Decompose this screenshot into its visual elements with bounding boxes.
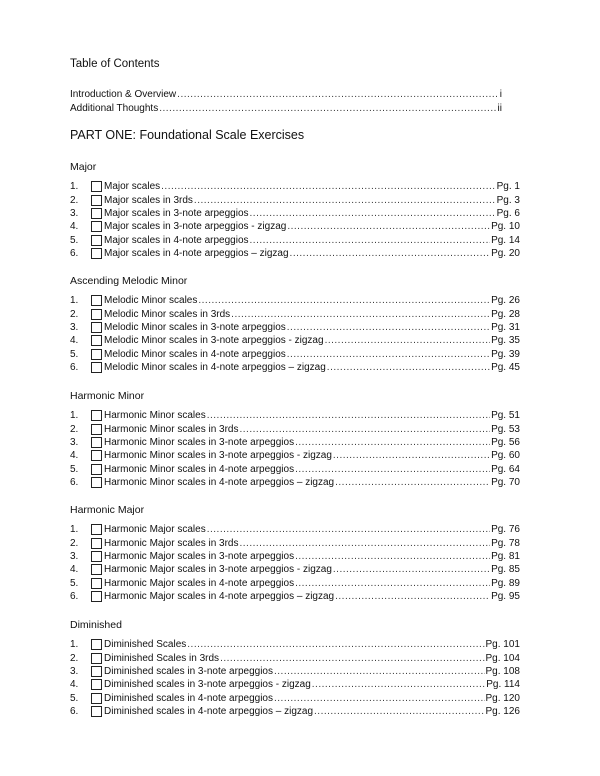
item-number: 3. — [70, 207, 79, 219]
item-label: Harmonic Major scales in 4-note arpeggios — [104, 577, 295, 589]
toc-item — [70, 334, 520, 347]
item-label: Major scales in 4-note arpeggios — [104, 234, 249, 246]
toc-item — [70, 193, 520, 206]
item-label: Diminished scales in 3-note arpeggios — [104, 665, 273, 677]
item-label: Harmonic Major scales in 4-note arpeggios – zigzag — [104, 591, 335, 603]
dot-leader — [231, 309, 490, 320]
toc-item — [70, 207, 520, 220]
toc-item — [70, 307, 520, 320]
item-number: 6. — [70, 248, 79, 260]
dot-leader — [220, 653, 484, 664]
checkbox[interactable] — [91, 309, 102, 320]
toc-item — [70, 550, 520, 563]
toc-item — [70, 536, 520, 549]
checkbox[interactable] — [91, 335, 102, 346]
checkbox[interactable] — [91, 248, 102, 259]
item-number: 1. — [70, 181, 79, 193]
toc-item — [70, 678, 520, 691]
dot-leader — [159, 102, 496, 116]
toc-entry-page: ii — [497, 102, 502, 114]
item-label: Harmonic Major scales in 3-note arpeggios — [104, 550, 295, 562]
item-number: 3. — [70, 665, 79, 677]
toc-item — [70, 436, 520, 449]
toc-title: Table of Contents — [70, 58, 160, 70]
item-label: Harmonic Minor scales in 3-note arpeggios - zigzag — [104, 450, 332, 462]
item-page: Pg. 76 — [491, 524, 520, 536]
dot-leader — [335, 591, 490, 602]
item-page: Pg. 26 — [491, 295, 520, 307]
item-page: Pg. 104 — [485, 652, 520, 664]
item-number: 2. — [70, 537, 79, 549]
toc-item — [70, 563, 520, 576]
dot-leader — [161, 181, 496, 192]
checkbox[interactable] — [91, 195, 102, 206]
toc-item — [70, 294, 520, 307]
item-number: 5. — [70, 577, 79, 589]
toc-item — [70, 409, 520, 422]
toc-section — [70, 274, 520, 374]
checkbox[interactable] — [91, 551, 102, 562]
item-page: Pg. 64 — [491, 463, 520, 475]
item-page: Pg. 10 — [491, 221, 520, 233]
item-label: Melodic Minor scales in 3-note arpeggios - zigzag — [104, 335, 324, 347]
checkbox[interactable] — [91, 295, 102, 306]
item-page: Pg. 120 — [485, 692, 520, 704]
checkbox[interactable] — [91, 424, 102, 435]
checkbox[interactable] — [91, 524, 102, 535]
dot-leader — [240, 538, 491, 549]
item-number: 1. — [70, 639, 79, 651]
item-number: 4. — [70, 679, 79, 691]
item-label: Major scales in 3-note arpeggios — [104, 207, 249, 219]
item-number: 6. — [70, 706, 79, 718]
item-page: Pg. 51 — [491, 410, 520, 422]
toc-section — [70, 389, 520, 489]
item-number: 2. — [70, 308, 79, 320]
dot-leader — [250, 208, 496, 219]
item-label: Harmonic Minor scales in 3rds — [104, 423, 239, 435]
item-number: 4. — [70, 335, 79, 347]
item-label: Harmonic Minor scales in 4-note arpeggios – zigzag — [104, 477, 335, 489]
item-page: Pg. 108 — [485, 665, 520, 677]
item-label: Diminished scales in 3-note arpeggios - zigzag — [104, 679, 311, 691]
dot-leader — [187, 639, 484, 650]
toc-item — [70, 463, 520, 476]
item-page: Pg. 35 — [491, 335, 520, 347]
item-page: Pg. 6 — [496, 207, 520, 219]
item-page: Pg. 1 — [496, 181, 520, 193]
toc-item — [70, 449, 520, 462]
toc-item — [70, 651, 520, 664]
dot-leader — [177, 88, 499, 102]
item-label: Harmonic Minor scales in 3-note arpeggios — [104, 436, 295, 448]
toc-item — [70, 577, 520, 590]
checkbox[interactable] — [91, 693, 102, 704]
dot-leader — [335, 477, 490, 488]
item-number: 5. — [70, 463, 79, 475]
dot-leader — [207, 524, 490, 535]
toc-item — [70, 247, 520, 260]
section-title: Major — [70, 161, 97, 173]
checkbox[interactable] — [91, 591, 102, 602]
section-title: Ascending Melodic Minor — [70, 275, 188, 287]
checkbox[interactable] — [91, 653, 102, 664]
item-page: Pg. 60 — [491, 450, 520, 462]
dot-leader — [333, 564, 490, 575]
item-number: 5. — [70, 348, 79, 360]
item-number: 4. — [70, 450, 79, 462]
item-label: Melodic Minor scales in 3-note arpeggios — [104, 321, 286, 333]
item-page: Pg. 78 — [491, 537, 520, 549]
toc-item — [70, 180, 520, 193]
item-number: 1. — [70, 295, 79, 307]
checkbox[interactable] — [91, 208, 102, 219]
item-number: 3. — [70, 550, 79, 562]
dot-leader — [327, 362, 490, 373]
item-label: Harmonic Minor scales in 4-note arpeggios — [104, 463, 295, 475]
dot-leader — [194, 195, 496, 206]
section-title: Harmonic Major — [70, 504, 145, 516]
item-page: Pg. 101 — [485, 639, 520, 651]
dot-leader — [287, 322, 490, 333]
checkbox[interactable] — [91, 464, 102, 475]
toc-section — [70, 503, 520, 603]
checkbox[interactable] — [91, 437, 102, 448]
checkbox[interactable] — [91, 679, 102, 690]
dot-leader — [325, 335, 491, 346]
item-page: Pg. 14 — [491, 234, 520, 246]
dot-leader — [240, 424, 491, 435]
item-number: 1. — [70, 524, 79, 536]
item-number: 6. — [70, 362, 79, 374]
checkbox[interactable] — [91, 349, 102, 360]
dot-leader — [250, 235, 491, 246]
toc-item — [70, 705, 520, 718]
toc-item — [70, 590, 520, 603]
toc-section — [70, 618, 520, 718]
item-number: 6. — [70, 477, 79, 489]
item-number: 6. — [70, 591, 79, 603]
item-number: 4. — [70, 564, 79, 576]
item-page: Pg. 95 — [491, 591, 520, 603]
item-label: Diminished Scales in 3rds — [104, 652, 220, 664]
checkbox[interactable] — [91, 450, 102, 461]
item-label: Diminished scales in 4-note arpeggios — [104, 692, 273, 704]
dot-leader — [333, 450, 490, 461]
part-title: PART ONE: Foundational Scale Exercises — [70, 128, 305, 142]
toc-item — [70, 321, 520, 334]
item-label: Melodic Minor scales — [104, 295, 198, 307]
toc-entry — [70, 88, 502, 102]
item-label: Melodic Minor scales in 3rds — [104, 308, 231, 320]
item-number: 3. — [70, 321, 79, 333]
dot-leader — [290, 248, 491, 259]
dot-leader — [274, 666, 485, 677]
item-number: 1. — [70, 410, 79, 422]
toc-item — [70, 476, 520, 489]
item-number: 2. — [70, 194, 79, 206]
item-number: 3. — [70, 436, 79, 448]
item-page: Pg. 53 — [491, 423, 520, 435]
toc-item — [70, 220, 520, 233]
item-number: 5. — [70, 692, 79, 704]
dot-leader — [295, 437, 490, 448]
toc-item — [70, 361, 520, 374]
toc-item — [70, 348, 520, 361]
item-number: 2. — [70, 423, 79, 435]
item-label: Melodic Minor scales in 4-note arpeggios – zigzag — [104, 362, 326, 374]
dot-leader — [295, 464, 490, 475]
item-label: Diminished scales in 4-note arpeggios – zigzag — [104, 706, 314, 718]
intro-list — [70, 88, 502, 115]
checkbox[interactable] — [91, 706, 102, 717]
item-label: Harmonic Major scales in 3-note arpeggios - zigzag — [104, 564, 332, 576]
item-label: Harmonic Minor scales — [104, 410, 206, 422]
dot-leader — [295, 551, 490, 562]
checkbox[interactable] — [91, 181, 102, 192]
toc-entry — [70, 102, 502, 116]
toc-item — [70, 692, 520, 705]
item-number: 2. — [70, 652, 79, 664]
item-page: Pg. 56 — [491, 436, 520, 448]
dot-leader — [287, 349, 490, 360]
item-label: Major scales in 3-note arpeggios - zigzag — [104, 221, 287, 233]
checkbox[interactable] — [91, 410, 102, 421]
item-number: 4. — [70, 221, 79, 233]
toc-item — [70, 638, 520, 651]
item-page: Pg. 39 — [491, 348, 520, 360]
item-label: Melodic Minor scales in 4-note arpeggios — [104, 348, 286, 360]
item-page: Pg. 28 — [491, 308, 520, 320]
toc-item — [70, 422, 520, 435]
item-page: Pg. 126 — [485, 706, 520, 718]
toc-entry-label: Introduction & Overview — [70, 89, 177, 100]
item-page: Pg. 31 — [491, 321, 520, 333]
checkbox[interactable] — [91, 362, 102, 373]
checkbox[interactable] — [91, 322, 102, 333]
item-page: Pg. 81 — [491, 550, 520, 562]
dot-leader — [314, 706, 485, 717]
checkbox[interactable] — [91, 477, 102, 488]
dot-leader — [274, 693, 485, 704]
item-page: Pg. 45 — [491, 362, 520, 374]
item-label: Major scales in 3rds — [104, 194, 193, 206]
section-title: Harmonic Minor — [70, 390, 145, 402]
section-title: Diminished — [70, 619, 122, 631]
checkbox[interactable] — [91, 235, 102, 246]
toc-section — [70, 160, 520, 260]
dot-leader — [287, 221, 490, 232]
checkbox[interactable] — [91, 666, 102, 677]
item-page: Pg. 70 — [491, 477, 520, 489]
item-label: Major scales — [104, 181, 161, 193]
dot-leader — [207, 410, 490, 421]
item-page: Pg. 3 — [496, 194, 520, 206]
dot-leader — [295, 578, 490, 589]
checkbox[interactable] — [91, 578, 102, 589]
item-label: Harmonic Major scales in 3rds — [104, 537, 239, 549]
item-page: Pg. 89 — [491, 577, 520, 589]
checkbox[interactable] — [91, 639, 102, 650]
toc-entry-label: Additional Thoughts — [70, 102, 159, 114]
dot-leader — [198, 295, 490, 306]
checkbox[interactable] — [91, 221, 102, 232]
item-number: 5. — [70, 234, 79, 246]
item-label: Major scales in 4-note arpeggios – zigzag — [104, 248, 289, 260]
checkbox[interactable] — [91, 538, 102, 549]
checkbox[interactable] — [91, 564, 102, 575]
toc-entry-page: i — [499, 89, 502, 100]
dot-leader — [312, 679, 485, 690]
item-label: Harmonic Major scales — [104, 524, 206, 536]
item-page: Pg. 114 — [486, 679, 520, 691]
item-page: Pg. 20 — [491, 248, 520, 260]
toc-item — [70, 523, 520, 536]
item-label: Diminished Scales — [104, 639, 187, 651]
item-page: Pg. 85 — [491, 564, 520, 576]
toc-item — [70, 234, 520, 247]
toc-item — [70, 665, 520, 678]
